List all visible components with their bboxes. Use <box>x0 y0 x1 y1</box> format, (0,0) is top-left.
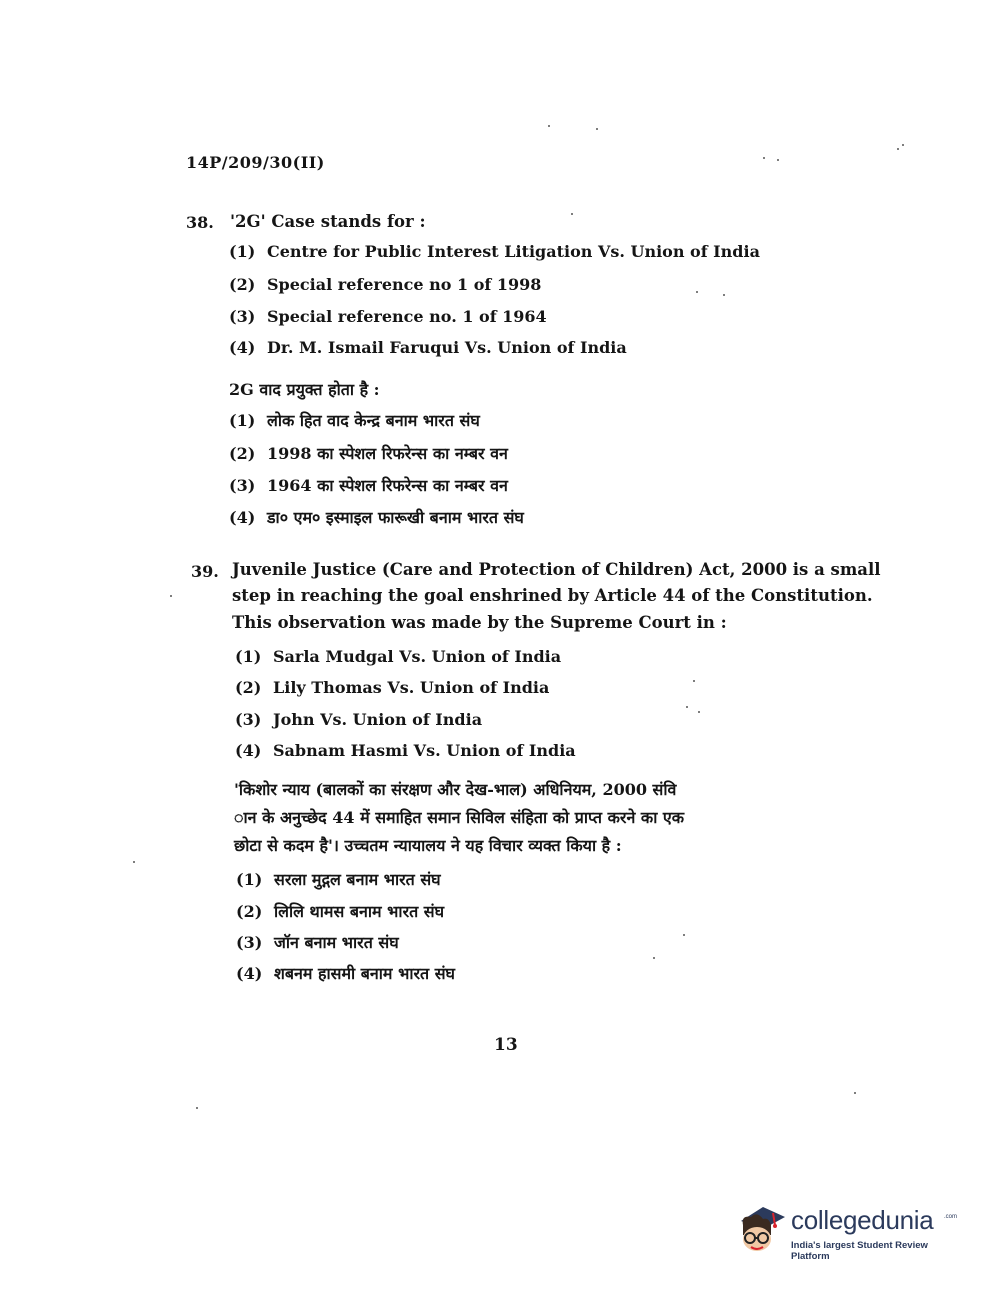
option-text: Special reference no. 1 of 1964 <box>267 307 547 326</box>
question-text-hi-line-3: छोटा से कदम है'। उच्चतम न्यायालय ने यह विचार व्यक्त किया है : <box>234 836 622 855</box>
option-text: Centre for Public Interest Litigation Vs. Union of India <box>267 242 760 261</box>
question-text-hi-line-1: 'किशोर न्याय (बालकों का संरक्षण और देख-भाल) अधिनियम, 2000 संवि <box>234 780 677 799</box>
option-number: (3) <box>229 476 256 495</box>
option-number: (3) <box>236 933 263 952</box>
option-number: (2) <box>236 902 263 921</box>
option-number: (4) <box>229 508 256 527</box>
option-en-1 <box>235 647 561 666</box>
brand-domain: .com <box>944 1214 958 1220</box>
option-hi-3 <box>236 931 399 953</box>
option-hi-1 <box>229 409 480 431</box>
option-text: शबनम हासमी बनाम भारत संघ <box>274 964 455 983</box>
question-text-en-line-3: This observation was made by the Supreme Court in : <box>232 613 727 632</box>
option-text: John Vs. Union of India <box>273 710 483 729</box>
option-en-2 <box>235 678 549 697</box>
option-en-3 <box>229 307 547 326</box>
paper-code: 14P/209/30(II) <box>186 153 325 172</box>
option-text: जॉन बनाम भारत संघ <box>274 933 399 952</box>
option-number: (2) <box>229 444 256 463</box>
option-number: (4) <box>229 338 256 357</box>
option-hi-2 <box>229 442 508 464</box>
option-text: 1964 का स्पेशल रिफरेन्स का नम्बर वन <box>267 476 508 495</box>
option-number: (4) <box>236 964 263 983</box>
option-en-2 <box>229 275 541 294</box>
option-hi-1 <box>236 868 441 890</box>
option-hi-4 <box>236 962 455 984</box>
option-en-4 <box>229 338 627 357</box>
question-number: 39. <box>191 562 219 581</box>
option-text: लिलि थामस बनाम भारत संघ <box>274 902 445 921</box>
option-number: (4) <box>235 741 262 760</box>
option-text: लोक हित वाद केन्द्र बनाम भारत संघ <box>267 411 480 430</box>
option-en-3 <box>235 710 482 729</box>
option-hi-2 <box>236 900 444 922</box>
question-text-hi-line-2: ान के अनुच्छेद 44 में समाहित समान सिविल संहिता को प्राप्त करने का एक <box>234 808 685 827</box>
option-en-4 <box>235 741 576 760</box>
page-number: 13 <box>494 1035 518 1055</box>
brand-name: collegedunia <box>791 1205 934 1235</box>
option-number: (3) <box>229 307 256 326</box>
option-text: डा० एम० इस्माइल फारूखी बनाम भारत संघ <box>267 508 524 527</box>
option-text: सरला मुद्गल बनाम भारत संघ <box>274 870 441 889</box>
option-hi-3 <box>229 474 508 496</box>
option-number: (1) <box>229 411 256 430</box>
question-text-en-line-1: Juvenile Justice (Care and Protection of Children) Act, 2000 is a small <box>232 560 881 579</box>
question-text-en: '2G' Case stands for : <box>230 212 426 231</box>
option-number: (1) <box>229 242 256 261</box>
option-number: (2) <box>229 275 256 294</box>
option-text: Sarla Mudgal Vs. Union of India <box>273 647 562 666</box>
option-text: Special reference no 1 of 1998 <box>267 275 542 294</box>
option-text: Dr. M. Ismail Faruqui Vs. Union of India <box>267 338 627 357</box>
brand-tagline: India's largest Student Review Platform <box>791 1240 928 1262</box>
mascot-logo-icon <box>733 1195 791 1255</box>
option-number: (3) <box>235 710 262 729</box>
question-text-hi: 2G वाद प्रयुक्त होता है : <box>229 380 380 399</box>
option-en-1 <box>229 242 760 261</box>
option-text: Sabnam Hasmi Vs. Union of India <box>273 741 576 760</box>
option-number: (2) <box>235 678 262 697</box>
option-text: 1998 का स्पेशल रिफरेन्स का नम्बर वन <box>267 444 508 463</box>
question-number: 38. <box>186 213 214 232</box>
option-hi-4 <box>229 506 524 528</box>
question-text-en-line-2: step in reaching the goal enshrined by Article 44 of the Constitution. <box>232 586 873 605</box>
option-text: Lily Thomas Vs. Union of India <box>273 678 550 697</box>
option-number: (1) <box>235 647 262 666</box>
option-number: (1) <box>236 870 263 889</box>
collegedunia-watermark <box>733 1195 963 1261</box>
